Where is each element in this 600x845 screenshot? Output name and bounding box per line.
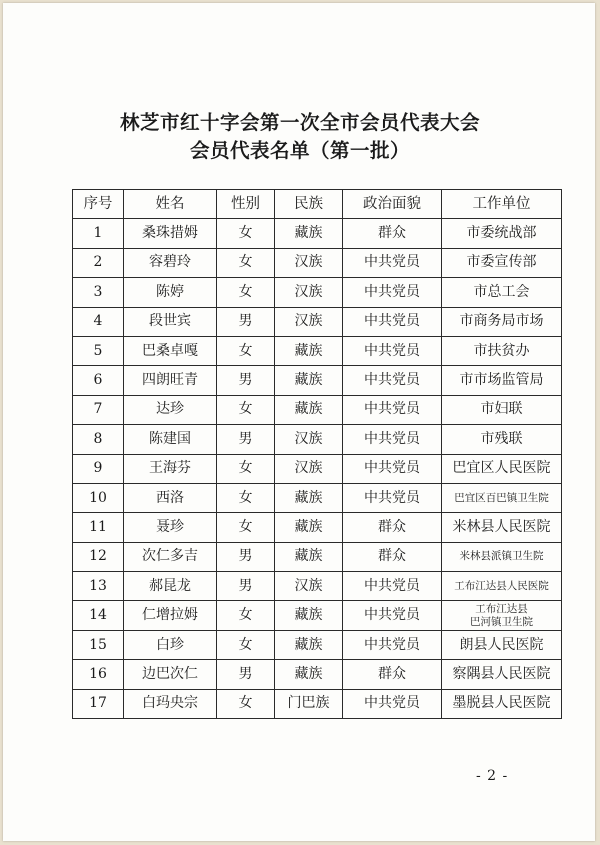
table-row: [73, 630, 562, 659]
table-row: [73, 336, 562, 365]
cell-index: 6: [73, 366, 124, 395]
cell-workplace: 墨脱县人民医院: [442, 689, 562, 718]
cell-political-status: 群众: [343, 660, 442, 689]
cell-workplace: 米林县派镇卫生院: [442, 542, 562, 571]
cell-name: 仁增拉姆: [124, 601, 217, 630]
cell-index: 5: [73, 336, 124, 365]
table-row: [73, 572, 562, 601]
header-name: 姓名: [124, 190, 217, 219]
cell-name: 达珍: [124, 395, 217, 424]
cell-ethnicity: 藏族: [275, 336, 343, 365]
cell-index: 2: [73, 248, 124, 277]
cell-political-status: 中共党员: [343, 395, 442, 424]
cell-political-status: 中共党员: [343, 278, 442, 307]
cell-gender: 女: [217, 513, 275, 542]
cell-gender: 女: [217, 483, 275, 512]
cell-workplace: 巴宜区百巴镇卫生院: [442, 483, 562, 512]
header-workplace: 工作单位: [442, 190, 562, 219]
cell-gender: 女: [217, 601, 275, 630]
cell-index: 11: [73, 513, 124, 542]
cell-name: 桑珠措姆: [124, 219, 217, 248]
cell-index: 3: [73, 278, 124, 307]
cell-political-status: 中共党员: [343, 454, 442, 483]
table-header-row: [73, 190, 562, 219]
cell-gender: 女: [217, 248, 275, 277]
cell-political-status: 中共党员: [343, 483, 442, 512]
cell-gender: 男: [217, 425, 275, 454]
cell-gender: 女: [217, 219, 275, 248]
cell-index: 8: [73, 425, 124, 454]
cell-ethnicity: 藏族: [275, 366, 343, 395]
table-row: [73, 542, 562, 571]
table-row: [73, 307, 562, 336]
cell-index: 4: [73, 307, 124, 336]
table-row: [73, 660, 562, 689]
cell-political-status: 中共党员: [343, 366, 442, 395]
cell-name: 四朗旺青: [124, 366, 217, 395]
cell-ethnicity: 藏族: [275, 630, 343, 659]
cell-political-status: 中共党员: [343, 630, 442, 659]
cell-political-status: 群众: [343, 542, 442, 571]
cell-workplace: 市委统战部: [442, 219, 562, 248]
table-row: [73, 248, 562, 277]
cell-gender: 男: [217, 307, 275, 336]
cell-gender: 男: [217, 572, 275, 601]
cell-gender: 女: [217, 278, 275, 307]
cell-workplace: 市总工会: [442, 278, 562, 307]
table-row: [73, 689, 562, 718]
cell-ethnicity: 门巴族: [275, 689, 343, 718]
cell-index: 16: [73, 660, 124, 689]
cell-gender: 男: [217, 366, 275, 395]
cell-political-status: 中共党员: [343, 601, 442, 630]
header-gender: 性别: [217, 190, 275, 219]
cell-political-status: 中共党员: [343, 572, 442, 601]
table-row: [73, 366, 562, 395]
header-ethnicity: 民族: [275, 190, 343, 219]
cell-name: 郝昆龙: [124, 572, 217, 601]
cell-political-status: 中共党员: [343, 307, 442, 336]
cell-gender: 女: [217, 336, 275, 365]
table-row: [73, 483, 562, 512]
cell-index: 17: [73, 689, 124, 718]
table-row: [73, 425, 562, 454]
cell-ethnicity: 汉族: [275, 278, 343, 307]
cell-index: 14: [73, 601, 124, 630]
cell-index: 10: [73, 483, 124, 512]
cell-workplace: 市残联: [442, 425, 562, 454]
cell-index: 15: [73, 630, 124, 659]
cell-name: 边巴次仁: [124, 660, 217, 689]
cell-workplace: 米林县人民医院: [442, 513, 562, 542]
header-political-status: 政治面貌: [343, 190, 442, 219]
cell-workplace: 市商务局市场: [442, 307, 562, 336]
cell-gender: 女: [217, 395, 275, 424]
cell-political-status: 中共党员: [343, 248, 442, 277]
table-row: [73, 278, 562, 307]
cell-name: 次仁多吉: [124, 542, 217, 571]
cell-index: 1: [73, 219, 124, 248]
cell-workplace: 巴宜区人民医院: [442, 454, 562, 483]
cell-ethnicity: 藏族: [275, 483, 343, 512]
table-row: [73, 219, 562, 248]
cell-index: 12: [73, 542, 124, 571]
cell-gender: 女: [217, 454, 275, 483]
cell-index: 9: [73, 454, 124, 483]
cell-name: 段世宾: [124, 307, 217, 336]
cell-ethnicity: 汉族: [275, 307, 343, 336]
cell-ethnicity: 汉族: [275, 248, 343, 277]
cell-name: 聂珍: [124, 513, 217, 542]
cell-political-status: 群众: [343, 513, 442, 542]
table-row: [73, 454, 562, 483]
cell-gender: 男: [217, 542, 275, 571]
cell-index: 13: [73, 572, 124, 601]
cell-ethnicity: 汉族: [275, 454, 343, 483]
cell-ethnicity: 藏族: [275, 660, 343, 689]
cell-ethnicity: 藏族: [275, 219, 343, 248]
page-number: - 2 -: [476, 768, 509, 784]
table-row: [73, 513, 562, 542]
cell-ethnicity: 藏族: [275, 601, 343, 630]
cell-political-status: 群众: [343, 219, 442, 248]
cell-political-status: 中共党员: [343, 689, 442, 718]
cell-workplace: 察隅县人民医院: [442, 660, 562, 689]
cell-name: 王海芬: [124, 454, 217, 483]
cell-ethnicity: 藏族: [275, 395, 343, 424]
cell-name: 陈婷: [124, 278, 217, 307]
cell-name: 巴桑卓嘎: [124, 336, 217, 365]
cell-name: 容碧玲: [124, 248, 217, 277]
cell-workplace: 市扶贫办: [442, 336, 562, 365]
member-table: [72, 189, 562, 719]
cell-name: 白玛央宗: [124, 689, 217, 718]
cell-name: 白珍: [124, 630, 217, 659]
cell-gender: 女: [217, 689, 275, 718]
table-row: [73, 601, 562, 630]
header-index: 序号: [73, 190, 124, 219]
cell-name: 西洛: [124, 483, 217, 512]
cell-workplace: 市委宣传部: [442, 248, 562, 277]
table-row: [73, 395, 562, 424]
cell-political-status: 中共党员: [343, 425, 442, 454]
cell-workplace: 工布江达县人民医院: [442, 572, 562, 601]
document-title: 林芝市红十字会第一次全市会员代表大会: [119, 111, 480, 134]
cell-ethnicity: 汉族: [275, 572, 343, 601]
document-subtitle: 会员代表名单（第一批）: [189, 139, 410, 162]
cell-name: 陈建国: [124, 425, 217, 454]
cell-ethnicity: 藏族: [275, 542, 343, 571]
cell-gender: 女: [217, 630, 275, 659]
cell-workplace: 市妇联: [442, 395, 562, 424]
cell-gender: 男: [217, 660, 275, 689]
cell-workplace: 市市场监管局: [442, 366, 562, 395]
cell-workplace: 工布江达县 巴河镇卫生院: [442, 601, 562, 630]
cell-ethnicity: 汉族: [275, 425, 343, 454]
cell-ethnicity: 藏族: [275, 513, 343, 542]
cell-workplace: 朗县人民医院: [442, 630, 562, 659]
cell-political-status: 中共党员: [343, 336, 442, 365]
cell-index: 7: [73, 395, 124, 424]
